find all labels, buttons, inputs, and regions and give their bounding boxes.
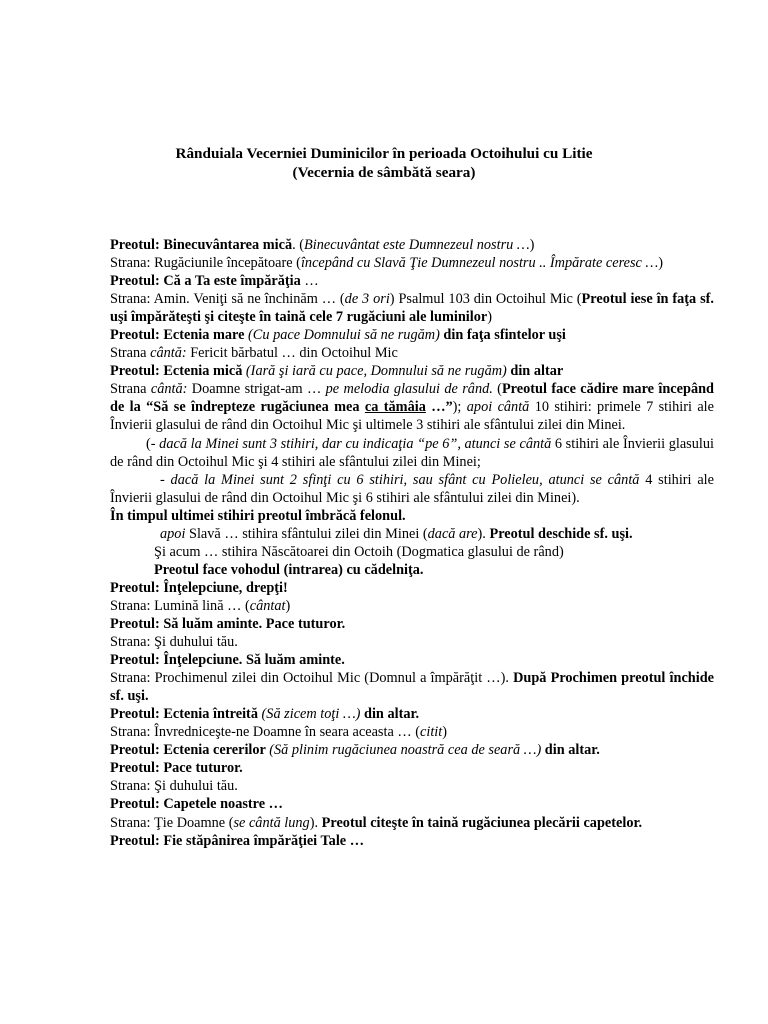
text-run: dacă are — [427, 525, 478, 542]
text-run: începând cu Slavă Ţie Dumnezeul nostru .. Împărate ceresc … — [300, 255, 659, 272]
text-run: Preotul: Pace tuturor. — [110, 760, 243, 777]
text-run: Şi acum … stihira Născătoarei din Octoih (Dogmatica glasului de rând) — [154, 543, 564, 560]
text-run: cântă: — [150, 345, 187, 362]
paragraph — [110, 435, 714, 471]
text-run: ) — [529, 237, 535, 253]
title-line-1: Rânduiala Vecerniei Duminicilor în perioada Octoihului cu Litie — [175, 145, 593, 162]
paragraph — [110, 254, 714, 272]
text-run: (Iară şi iară cu pace, Domnului să ne rugăm) — [245, 363, 507, 380]
document-body — [110, 236, 714, 850]
text-run: - dacă la Minei sunt 3 stihiri, dar cu indicaţia “pe 6”, atunci se cântă — [150, 435, 552, 452]
paragraph — [110, 344, 714, 362]
text-run: Preotul deschide sf. uşi. — [489, 525, 633, 542]
text-run: Preotul face cădire mare începând de la “Să se îndrepteze rugăciunea mea — [110, 381, 714, 416]
paragraph — [110, 832, 714, 850]
paragraph — [110, 597, 714, 615]
paragraph — [110, 326, 714, 344]
text-run: Strana: Şi duhului tău. — [110, 778, 238, 795]
paragraph — [110, 543, 714, 561]
text-run: Strana — [110, 345, 151, 362]
text-run: În timpul ultimei stihiri preotul îmbrăcă felonul. — [110, 507, 406, 524]
text-run: Preotul: Înţelepciune. Să luăm aminte. — [110, 652, 345, 669]
text-run: . ( — [292, 237, 305, 253]
text-run: Preotul: Să luăm aminte. Pace tuturor. — [110, 615, 346, 632]
paragraph — [110, 723, 714, 741]
paragraph — [110, 651, 714, 669]
text-run: din faţa sfintelor uşi — [439, 327, 566, 344]
paragraph — [110, 759, 714, 777]
paragraph — [110, 290, 714, 326]
text-run: Strana: Prochimenul zilei din Octoihul Mic (Domnul a împărăţit …). — [110, 670, 514, 687]
text-run: se cântă lung — [233, 814, 310, 831]
text-run: apoi cântă — [466, 399, 530, 416]
text-run: Preotul: Capetele noastre … — [110, 796, 283, 813]
text-run: ca tămâia — [364, 399, 426, 416]
paragraph — [110, 669, 714, 705]
text-run: ); — [452, 399, 467, 416]
text-run: (Să zicem toţi …) — [261, 706, 361, 723]
text-run: Preotul citeşte în taină rugăciunea plecării capetelor. — [321, 814, 643, 831]
text-run: 4 stihiri ale Învierii glasului de rând din Octoihul Mic şi 6 stihiri ale sfântului zilei din Minei). — [110, 471, 714, 506]
text-run: Strana: Ţie Doamne ( — [110, 814, 234, 831]
text-run: …” — [425, 399, 453, 416]
text-run: ( — [146, 435, 151, 452]
text-run: Preotul: Că a Ta este împărăţia — [110, 273, 301, 290]
text-run: Strana: Rugăciunile începătoare ( — [110, 255, 301, 272]
paragraph — [110, 561, 714, 579]
paragraph — [110, 633, 714, 651]
text-run: ) — [442, 724, 448, 741]
text-run: ) — [487, 309, 493, 326]
paragraph — [110, 814, 714, 832]
document-title — [0, 144, 768, 182]
text-run: din altar. — [360, 706, 420, 723]
text-run: 10 stihiri: primele 7 stihiri ale Învierii glasului de rând din Octoihul Mic şi ultimele 3 stihiri ale sfântului zilei din Minei. — [110, 399, 714, 434]
paragraph — [110, 741, 714, 759]
text-run: pe melodia glasului de rând. — [325, 381, 493, 398]
paragraph — [110, 705, 714, 723]
text-run: (Cu pace Domnului să ne rugăm) — [248, 327, 440, 344]
paragraph — [110, 272, 714, 290]
text-run: de 3 ori — [344, 291, 390, 308]
paragraph — [110, 579, 714, 597]
text-run: ). — [309, 814, 322, 831]
text-run: Strana: Amin. Veniţi să ne închinăm … ( — [110, 291, 345, 308]
text-run: … — [300, 273, 319, 290]
text-run: cântă: — [150, 381, 188, 398]
paragraph — [110, 236, 714, 254]
text-run: din altar. — [541, 742, 600, 759]
text-run: Preotul: Înţelepciune, drepţi! — [110, 579, 288, 596]
text-run: Strana: Şi duhului tău. — [110, 634, 238, 651]
paragraph — [110, 615, 714, 633]
paragraph — [110, 525, 714, 543]
text-run: Fericit bărbatul … din Octoihul Mic — [186, 345, 398, 362]
paragraph — [110, 471, 714, 507]
text-run: ) — [285, 597, 291, 614]
text-run: Slavă … stihira sfântului zilei din Minei ( — [185, 525, 428, 542]
text-run: După Prochimen preotul închide sf. uşi. — [110, 670, 715, 705]
text-run: Binecuvântat este Dumnezeul nostru … — [304, 237, 530, 253]
text-run: Strana: Lumină lină … ( — [110, 597, 250, 614]
text-run: Preotul face vohodul (intrarea) cu cădelniţa. — [154, 561, 424, 578]
text-run: Preotul: Binecuvântarea mică — [110, 237, 293, 253]
text-run: , — [403, 471, 413, 488]
text-run: Preotul: Ectenia mică — [110, 363, 246, 380]
text-run: ( — [492, 381, 502, 398]
text-run: Preotul: Fie stăpânirea împărăţiei Tale … — [110, 832, 365, 849]
text-run: sau sfânt cu Polieleu, atunci se cântă — [412, 471, 640, 488]
text-run: cântat — [249, 597, 286, 614]
text-run: Strana: Învredniceşte-ne Doamne în seara aceasta … ( — [110, 724, 421, 741]
text-run: 6 stihiri ale Învierii glasului de rând din Octoihul Mic şi 4 stihiri ale sfântului zilei din Minei; — [110, 435, 714, 470]
text-run: Doamne strigat-am … — [187, 381, 326, 398]
text-run: Preotul iese în faţa sf. uşi împărăteşti şi citeşte în taină cele 7 rugăciuni ale luminilor — [110, 291, 714, 326]
text-run: Preotul: Ectenia mare — [110, 327, 249, 344]
text-run: ) — [658, 255, 663, 272]
text-run: ) Psalmul 103 din Octoihul Mic ( — [389, 291, 582, 308]
paragraph — [110, 795, 714, 813]
title-line-2: (Vecernia de sâmbătă seara) — [292, 164, 476, 181]
paragraph — [110, 507, 714, 525]
text-run: ). — [477, 525, 490, 542]
text-run: Preotul: Ectenia cererilor — [110, 742, 270, 759]
paragraph — [110, 380, 714, 434]
text-run: citit — [420, 724, 443, 741]
text-run: din altar — [506, 363, 564, 380]
text-run: - dacă la Minei sunt 2 sfinţi cu 6 stihiri — [160, 471, 404, 488]
paragraph — [110, 362, 714, 380]
text-run: (Să plinim rugăciunea noastră cea de seară …) — [269, 742, 542, 759]
text-run: apoi — [160, 525, 186, 542]
paragraph — [110, 777, 714, 795]
text-run: Preotul: Ectenia întreită — [110, 706, 262, 723]
text-run: Strana — [110, 381, 151, 398]
